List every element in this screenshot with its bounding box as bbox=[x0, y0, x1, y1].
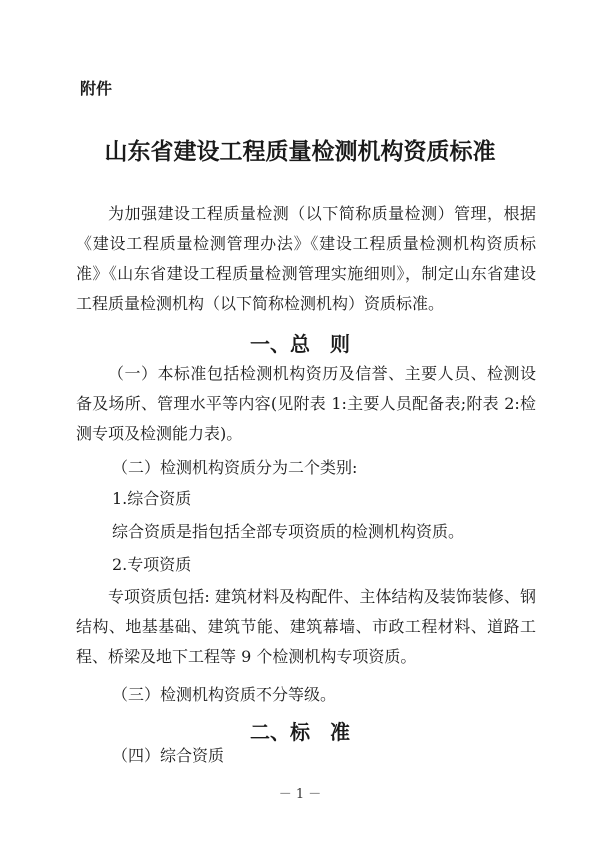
section-heading-standards: 二、标 准 bbox=[250, 720, 350, 744]
subitem-comprehensive-label: 1.综合资质 bbox=[112, 489, 192, 508]
document-title: 山东省建设工程质量检测机构资质标准 bbox=[104, 138, 496, 165]
subitem-comprehensive-text: 综合资质是指包括全部专项资质的检测机构资质。 bbox=[112, 522, 465, 541]
attachment-label: 附件 bbox=[80, 79, 113, 98]
section-heading-general: 一、总 则 bbox=[250, 332, 350, 356]
page-number: － 1 － bbox=[278, 787, 322, 802]
subitem-special-label: 2.专项资质 bbox=[112, 555, 192, 574]
paragraph-item-1: （一）本标准包括检测机构资历及信誉、主要人员、检测设备及场所、管理水平等内容(见附表 1:主要人员配备表;附表 2:检测专项及检测能力表)。 bbox=[76, 364, 536, 443]
subitem-special-text: 专项资质包括: 建筑材料及构配件、主体结构及装饰装修、钢结构、地基基础、建筑节能、建筑幕墙、市政工程材料、道路工程、桥梁及地下工程等 9 个检测机构专项资质。 bbox=[76, 587, 536, 666]
paragraph-item-3: （三）检测机构资质不分等级。 bbox=[112, 685, 337, 704]
paragraph-item-2: （二）检测机构资质分为二个类别: bbox=[112, 458, 358, 477]
intro-paragraph: 为加强建设工程质量检测（以下简称质量检测）管理，根据《建设工程质量检测管理办法》《建设工程质量检测机构资质标准》《山东省建设工程质量检测管理实施细则》，制定山东省建设工程质量检测机构（以下简称检测机构）资质标准。 bbox=[76, 204, 536, 313]
paragraph-item-4: （四）综合资质 bbox=[112, 746, 225, 765]
